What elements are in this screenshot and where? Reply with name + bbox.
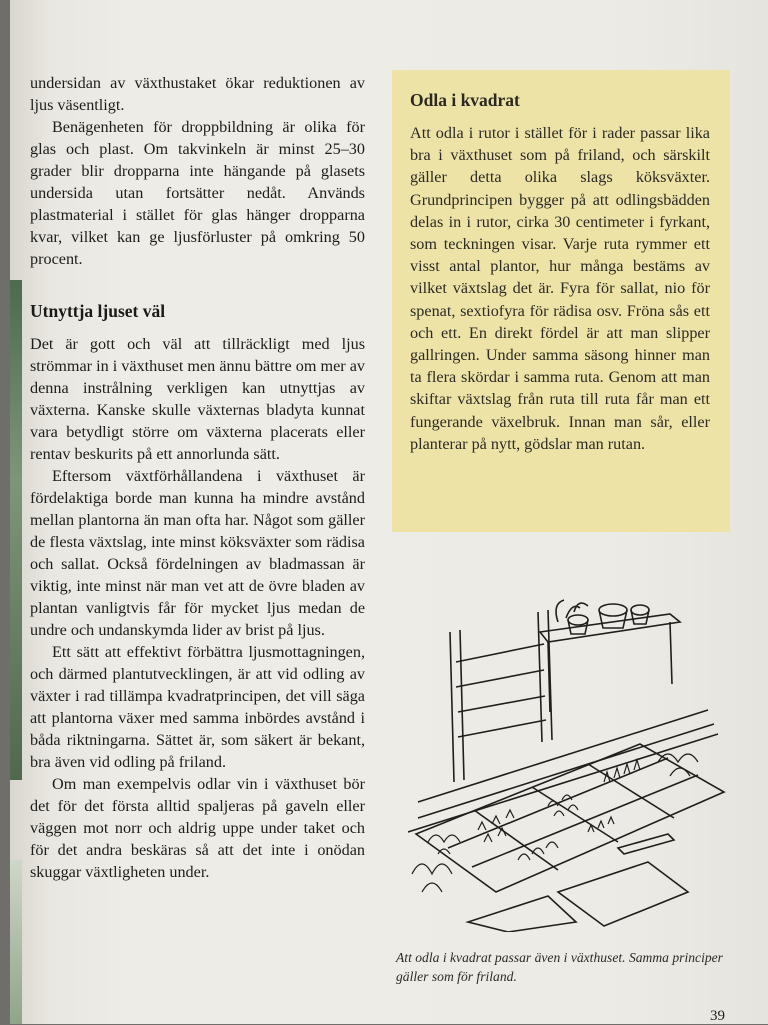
paragraph-vin: Om man exempelvis odlar vin i växthuset bör det för det första alltid spaljeras på gaveln eller väggen mot norr och aldrig uppe under taket och för det andra beskäras så att det inte i onödan skuggar växtligheten under. — [30, 775, 365, 881]
adjacent-page-edge — [10, 280, 22, 780]
paragraph-avstand: Eftersom växtförhållandena i växthuset är fördelaktiga borde man kunna ha mindre avstånd mellan plantorna än man ofta har. Något som gäller de flesta växtslag, inte minst köksväxter som rädisa och sallat. Också fördelningen av bladmassan är viktig, inte minst när man vet att de övre bladen av plantan vanligtvis får för mycket ljus medan de undre och undanskymda lider av brist på ljus. — [30, 467, 365, 639]
box-title: Odla i kvadrat — [410, 90, 520, 110]
illustration-caption: Att odla i kvadrat passar även i växthuset. Samma principer gäller som för friland. — [396, 950, 723, 984]
paragraph-continuation: undersidan av växthustaket ökar reduktionen av ljus väsentligt. — [30, 74, 365, 114]
square-foot-garden-drawing-icon — [408, 592, 726, 932]
sidebar-box — [392, 70, 730, 532]
paragraph-droppbildning: Benägenheten för droppbildning är olika för glas och plast. Om takvinkeln är minst 25–30 grader blir dropparna inte hängande på glasets undersida utan fortsätter nedåt. Används plastmaterial i stället för glas hänger dropparna kvar, vilket kan ge ljusförluster på omkring 50 procent. — [30, 118, 365, 268]
page-number: 39 — [710, 1008, 725, 1024]
adjacent-page-edge-lower — [10, 860, 22, 1024]
left-text-column — [30, 72, 365, 883]
paragraph-ljus: Det är gott och väl att tillräckligt med ljus strömmar in i växthuset men ännu bättre om mer av denna instrålning verkligen kan utnyttjas av växterna. Kanske skulle växternas bladyta kunnat vara betydligt större om växterna placerats eller rentav beskurits på ett annorlunda sätt. — [30, 335, 365, 463]
box-text: Att odla i rutor i stället för i rader passar lika bra i växthuset som på friland, och särskilt gäller detta olika slags köksväxter. Grundprincipen bygger på att odlingsbädden delas in i rutor, cirka 30 centimeter i fyrkant, som teckningen visar. Varje ruta rymmer ett visst antal plantor, hur många bestäms av vilket växtslag det är. Fyra för sallat, nio för spenat, sextiofyra för rädisa osv. Fröna sås ett och ett. En direkt fördel är att man slipper gallringen. Under samma säsong hinner man ta flera skördar i samma ruta. Genom att man skiftar växtslag från ruta till ruta får man ett fungerande växelbruk. Innan man sår, eller planterar på nytt, gödslar man rutan. — [410, 124, 710, 453]
paragraph-kvadratprincipen: Ett sätt att effektivt förbättra ljusmottagningen, och därmed plantutvecklingen, är att vid odling av växter i rad tillämpa kvadratprincipen, det vill säga att plantorna växer med samma inbördes avstånd i båda riktningarna. Sättet är, som säkert är bekant, bra även vid odling på friland. — [30, 643, 365, 771]
section-heading: Utnyttja ljuset väl — [30, 301, 166, 321]
